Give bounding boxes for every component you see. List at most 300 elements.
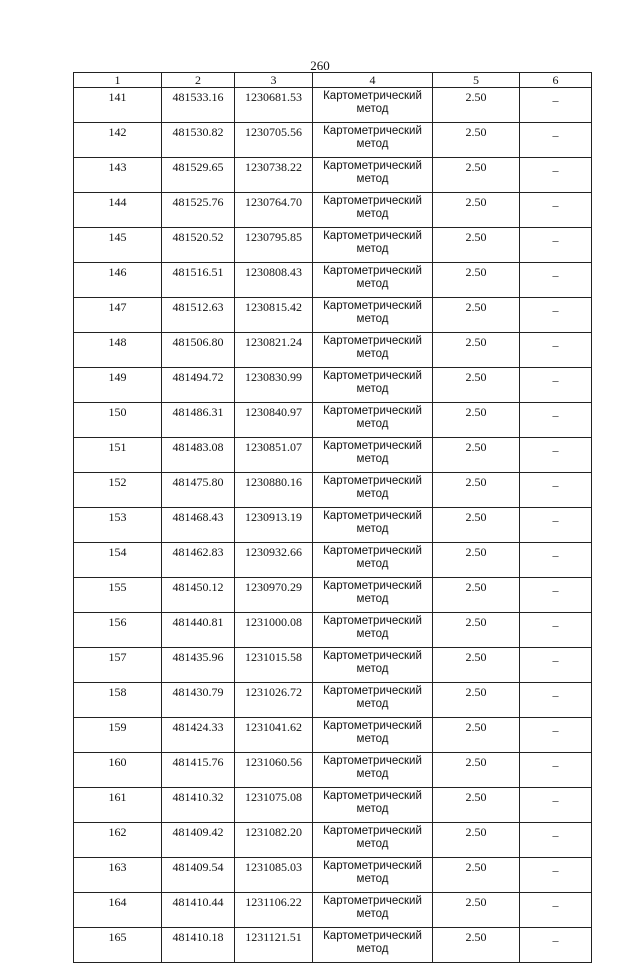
note-text: –	[552, 863, 559, 877]
point-number-text: 144	[108, 195, 127, 209]
method-text: метод	[356, 103, 389, 115]
method-text: Картометрический	[323, 230, 422, 242]
point-number-text: 165	[108, 930, 127, 944]
note-text: –	[552, 793, 559, 807]
x-coordinate-cell	[162, 683, 235, 718]
accuracy-text: 2.50	[465, 930, 487, 944]
method-text: метод	[356, 628, 389, 640]
method-text: метод	[356, 733, 389, 745]
method-text: метод	[356, 593, 389, 605]
accuracy-cell	[433, 823, 520, 858]
y-coordinate-cell	[235, 928, 313, 963]
note-cell	[520, 333, 592, 368]
method-text: Картометрический	[323, 160, 422, 172]
note-text: –	[552, 443, 559, 457]
accuracy-cell	[433, 648, 520, 683]
method-text: Картометрический	[323, 790, 422, 802]
accuracy-cell	[433, 263, 520, 298]
accuracy-text: 2.50	[465, 300, 487, 314]
point-number-text: 158	[108, 685, 127, 699]
method-cell	[313, 613, 433, 648]
note-text: –	[552, 128, 559, 142]
note-cell	[520, 928, 592, 963]
point-number-cell	[74, 753, 162, 788]
method-cell	[313, 158, 433, 193]
note-text: –	[552, 373, 559, 387]
y-coordinate-cell	[235, 403, 313, 438]
method-text: метод	[356, 278, 389, 290]
x-coordinate-cell	[162, 158, 235, 193]
method-cell	[313, 508, 433, 543]
y-coordinate-text: 1230764.70	[245, 195, 302, 209]
point-number-text: 145	[108, 230, 127, 244]
accuracy-cell	[433, 718, 520, 753]
accuracy-text: 2.50	[465, 790, 487, 804]
accuracy-cell	[433, 158, 520, 193]
method-text: метод	[356, 348, 389, 360]
accuracy-text: 2.50	[465, 650, 487, 664]
point-number-text: 150	[108, 405, 127, 419]
method-text: метод	[356, 173, 389, 185]
y-coordinate-text: 1231121.51	[245, 930, 302, 944]
method-text: Картометрический	[323, 440, 422, 452]
method-text: метод	[356, 838, 389, 850]
method-text: метод	[356, 943, 389, 955]
method-text: Картометрический	[323, 370, 422, 382]
point-number-text: 159	[108, 720, 127, 734]
method-text: Картометрический	[323, 580, 422, 592]
point-number-text: 146	[108, 265, 127, 279]
accuracy-cell	[433, 333, 520, 368]
note-cell	[520, 508, 592, 543]
x-coordinate-cell	[162, 543, 235, 578]
point-number-cell	[74, 228, 162, 263]
point-number-cell	[74, 788, 162, 823]
x-coordinate-text: 481409.54	[172, 860, 224, 874]
y-coordinate-cell	[235, 823, 313, 858]
column-header: 4	[313, 73, 433, 88]
table-row	[74, 298, 592, 333]
x-coordinate-cell	[162, 823, 235, 858]
note-cell	[520, 753, 592, 788]
method-cell	[313, 368, 433, 403]
note-cell	[520, 823, 592, 858]
point-number-text: 154	[108, 545, 127, 559]
column-header: 5	[433, 73, 520, 88]
method-text: Картометрический	[323, 930, 422, 942]
table-row	[74, 543, 592, 578]
y-coordinate-cell	[235, 683, 313, 718]
accuracy-cell	[433, 753, 520, 788]
note-text: –	[552, 408, 559, 422]
accuracy-text: 2.50	[465, 720, 487, 734]
method-cell	[313, 753, 433, 788]
accuracy-cell	[433, 438, 520, 473]
x-coordinate-text: 481516.51	[172, 265, 224, 279]
point-number-cell	[74, 543, 162, 578]
method-cell	[313, 543, 433, 578]
method-text: Картометрический	[323, 125, 422, 137]
method-cell	[313, 683, 433, 718]
table-row	[74, 753, 592, 788]
point-number-cell	[74, 718, 162, 753]
point-number-text: 149	[108, 370, 127, 384]
y-coordinate-text: 1230970.29	[245, 580, 302, 594]
method-text: метод	[356, 768, 389, 780]
x-coordinate-text: 481529.65	[172, 160, 224, 174]
y-coordinate-text: 1230808.43	[245, 265, 302, 279]
point-number-text: 148	[108, 335, 127, 349]
method-cell	[313, 578, 433, 613]
note-cell	[520, 438, 592, 473]
note-cell	[520, 123, 592, 158]
x-coordinate-text: 481415.76	[172, 755, 224, 769]
point-number-cell	[74, 123, 162, 158]
column-header: 1	[74, 73, 162, 88]
x-coordinate-text: 481512.63	[172, 300, 224, 314]
y-coordinate-text: 1231085.03	[245, 860, 302, 874]
y-coordinate-text: 1230851.07	[245, 440, 302, 454]
point-number-text: 153	[108, 510, 127, 524]
x-coordinate-cell	[162, 228, 235, 263]
note-text: –	[552, 723, 559, 737]
point-number-cell	[74, 193, 162, 228]
point-number-cell	[74, 298, 162, 333]
point-number-cell	[74, 158, 162, 193]
coordinates-table	[73, 72, 592, 963]
y-coordinate-cell	[235, 158, 313, 193]
accuracy-cell	[433, 613, 520, 648]
note-cell	[520, 88, 592, 123]
x-coordinate-text: 481520.52	[172, 230, 224, 244]
method-cell	[313, 438, 433, 473]
method-cell	[313, 788, 433, 823]
point-number-text: 160	[108, 755, 127, 769]
accuracy-cell	[433, 858, 520, 893]
note-cell	[520, 543, 592, 578]
method-cell	[313, 928, 433, 963]
method-cell	[313, 123, 433, 158]
x-coordinate-cell	[162, 858, 235, 893]
note-cell	[520, 158, 592, 193]
note-cell	[520, 718, 592, 753]
method-cell	[313, 228, 433, 263]
y-coordinate-cell	[235, 508, 313, 543]
note-text: –	[552, 933, 559, 947]
accuracy-text: 2.50	[465, 265, 487, 279]
point-number-text: 156	[108, 615, 127, 629]
y-coordinate-cell	[235, 788, 313, 823]
table-row	[74, 893, 592, 928]
y-coordinate-cell	[235, 648, 313, 683]
note-cell	[520, 648, 592, 683]
method-text: Картометрический	[323, 755, 422, 767]
method-cell	[313, 333, 433, 368]
point-number-cell	[74, 893, 162, 928]
point-number-text: 157	[108, 650, 127, 664]
y-coordinate-text: 1231015.58	[245, 650, 302, 664]
method-text: метод	[356, 698, 389, 710]
x-coordinate-cell	[162, 88, 235, 123]
note-cell	[520, 368, 592, 403]
table-row	[74, 648, 592, 683]
point-number-text: 141	[108, 90, 127, 104]
point-number-cell	[74, 683, 162, 718]
method-text: метод	[356, 803, 389, 815]
method-text: Картометрический	[323, 860, 422, 872]
method-cell	[313, 893, 433, 928]
note-cell	[520, 263, 592, 298]
method-text: метод	[356, 523, 389, 535]
method-text: Картометрический	[323, 825, 422, 837]
point-number-cell	[74, 88, 162, 123]
accuracy-text: 2.50	[465, 510, 487, 524]
y-coordinate-text: 1231082.20	[245, 825, 302, 839]
x-coordinate-cell	[162, 473, 235, 508]
y-coordinate-cell	[235, 298, 313, 333]
method-cell	[313, 718, 433, 753]
note-text: –	[552, 303, 559, 317]
y-coordinate-text: 1231060.56	[245, 755, 302, 769]
y-coordinate-cell	[235, 88, 313, 123]
note-cell	[520, 403, 592, 438]
method-text: Картометрический	[323, 720, 422, 732]
accuracy-text: 2.50	[465, 405, 487, 419]
y-coordinate-text: 1231075.08	[245, 790, 302, 804]
accuracy-cell	[433, 543, 520, 578]
point-number-text: 162	[108, 825, 127, 839]
point-number-cell	[74, 613, 162, 648]
y-coordinate-cell	[235, 193, 313, 228]
table-row	[74, 928, 592, 963]
x-coordinate-text: 481409.42	[172, 825, 224, 839]
point-number-cell	[74, 648, 162, 683]
y-coordinate-cell	[235, 473, 313, 508]
table-header-row	[74, 73, 592, 88]
note-cell	[520, 683, 592, 718]
accuracy-text: 2.50	[465, 615, 487, 629]
method-text: метод	[356, 663, 389, 675]
y-coordinate-cell	[235, 333, 313, 368]
note-text: –	[552, 758, 559, 772]
accuracy-text: 2.50	[465, 580, 487, 594]
accuracy-cell	[433, 473, 520, 508]
note-text: –	[552, 478, 559, 492]
x-coordinate-cell	[162, 193, 235, 228]
method-text: метод	[356, 313, 389, 325]
method-text: Картометрический	[323, 650, 422, 662]
table-row	[74, 683, 592, 718]
note-text: –	[552, 583, 559, 597]
x-coordinate-text: 481410.18	[172, 930, 224, 944]
table-row	[74, 473, 592, 508]
table-row	[74, 613, 592, 648]
note-text: –	[552, 618, 559, 632]
accuracy-cell	[433, 228, 520, 263]
method-text: Картометрический	[323, 90, 422, 102]
method-cell	[313, 403, 433, 438]
note-cell	[520, 578, 592, 613]
accuracy-text: 2.50	[465, 545, 487, 559]
point-number-text: 164	[108, 895, 127, 909]
y-coordinate-text: 1231000.08	[245, 615, 302, 629]
accuracy-text: 2.50	[465, 125, 487, 139]
accuracy-cell	[433, 403, 520, 438]
y-coordinate-text: 1230880.16	[245, 475, 302, 489]
accuracy-cell	[433, 298, 520, 333]
x-coordinate-text: 481530.82	[172, 125, 224, 139]
accuracy-text: 2.50	[465, 160, 487, 174]
y-coordinate-cell	[235, 718, 313, 753]
table-row	[74, 858, 592, 893]
y-coordinate-cell	[235, 753, 313, 788]
y-coordinate-cell	[235, 578, 313, 613]
accuracy-text: 2.50	[465, 440, 487, 454]
x-coordinate-text: 481533.16	[172, 90, 224, 104]
point-number-cell	[74, 438, 162, 473]
table-row	[74, 718, 592, 753]
x-coordinate-cell	[162, 718, 235, 753]
x-coordinate-text: 481430.79	[172, 685, 224, 699]
accuracy-text: 2.50	[465, 90, 487, 104]
x-coordinate-cell	[162, 298, 235, 333]
x-coordinate-cell	[162, 333, 235, 368]
accuracy-cell	[433, 788, 520, 823]
method-text: Картометрический	[323, 265, 422, 277]
x-coordinate-text: 481424.33	[172, 720, 224, 734]
y-coordinate-cell	[235, 613, 313, 648]
point-number-text: 147	[108, 300, 127, 314]
note-text: –	[552, 233, 559, 247]
accuracy-cell	[433, 88, 520, 123]
accuracy-text: 2.50	[465, 825, 487, 839]
accuracy-cell	[433, 508, 520, 543]
method-text: метод	[356, 873, 389, 885]
method-text: Картометрический	[323, 300, 422, 312]
accuracy-cell	[433, 893, 520, 928]
point-number-cell	[74, 368, 162, 403]
y-coordinate-cell	[235, 123, 313, 158]
table-row	[74, 88, 592, 123]
x-coordinate-text: 481410.32	[172, 790, 224, 804]
method-text: метод	[356, 418, 389, 430]
accuracy-text: 2.50	[465, 860, 487, 874]
table-row	[74, 158, 592, 193]
method-cell	[313, 263, 433, 298]
method-text: Картометрический	[323, 195, 422, 207]
table-row	[74, 508, 592, 543]
point-number-cell	[74, 473, 162, 508]
point-number-cell	[74, 508, 162, 543]
point-number-text: 155	[108, 580, 127, 594]
note-cell	[520, 193, 592, 228]
table-row	[74, 578, 592, 613]
point-number-cell	[74, 578, 162, 613]
point-number-cell	[74, 333, 162, 368]
y-coordinate-cell	[235, 438, 313, 473]
y-coordinate-cell	[235, 893, 313, 928]
table-row	[74, 123, 592, 158]
x-coordinate-cell	[162, 438, 235, 473]
y-coordinate-text: 1230681.53	[245, 90, 302, 104]
note-text: –	[552, 163, 559, 177]
y-coordinate-text: 1230705.56	[245, 125, 302, 139]
x-coordinate-cell	[162, 613, 235, 648]
note-text: –	[552, 653, 559, 667]
y-coordinate-text: 1230830.99	[245, 370, 302, 384]
accuracy-cell	[433, 683, 520, 718]
method-text: Картометрический	[323, 475, 422, 487]
y-coordinate-text: 1230932.66	[245, 545, 302, 559]
method-text: Картометрический	[323, 615, 422, 627]
method-text: Картометрический	[323, 335, 422, 347]
y-coordinate-text: 1230821.24	[245, 335, 302, 349]
point-number-cell	[74, 858, 162, 893]
table-row	[74, 403, 592, 438]
method-text: Картометрический	[323, 405, 422, 417]
x-coordinate-cell	[162, 928, 235, 963]
accuracy-cell	[433, 578, 520, 613]
point-number-cell	[74, 403, 162, 438]
y-coordinate-text: 1230795.85	[245, 230, 302, 244]
y-coordinate-text: 1231106.22	[245, 895, 302, 909]
method-text: Картометрический	[323, 895, 422, 907]
x-coordinate-cell	[162, 753, 235, 788]
note-text: –	[552, 338, 559, 352]
table-row	[74, 368, 592, 403]
x-coordinate-text: 481468.43	[172, 510, 224, 524]
method-cell	[313, 648, 433, 683]
accuracy-text: 2.50	[465, 230, 487, 244]
x-coordinate-cell	[162, 648, 235, 683]
x-coordinate-cell	[162, 403, 235, 438]
x-coordinate-cell	[162, 788, 235, 823]
accuracy-text: 2.50	[465, 475, 487, 489]
note-text: –	[552, 93, 559, 107]
point-number-cell	[74, 263, 162, 298]
accuracy-cell	[433, 193, 520, 228]
y-coordinate-text: 1230815.42	[245, 300, 302, 314]
table-row	[74, 228, 592, 263]
y-coordinate-text: 1231026.72	[245, 685, 302, 699]
accuracy-text: 2.50	[465, 195, 487, 209]
y-coordinate-cell	[235, 263, 313, 298]
x-coordinate-cell	[162, 123, 235, 158]
table-row	[74, 263, 592, 298]
note-text: –	[552, 898, 559, 912]
accuracy-text: 2.50	[465, 685, 487, 699]
y-coordinate-cell	[235, 543, 313, 578]
point-number-text: 142	[108, 125, 127, 139]
method-cell	[313, 298, 433, 333]
method-text: метод	[356, 558, 389, 570]
x-coordinate-text: 481462.83	[172, 545, 224, 559]
note-text: –	[552, 688, 559, 702]
x-coordinate-cell	[162, 368, 235, 403]
table-row	[74, 193, 592, 228]
note-cell	[520, 858, 592, 893]
point-number-cell	[74, 823, 162, 858]
point-number-cell	[74, 928, 162, 963]
x-coordinate-text: 481486.31	[172, 405, 224, 419]
accuracy-cell	[433, 123, 520, 158]
x-coordinate-text: 481483.08	[172, 440, 224, 454]
note-text: –	[552, 548, 559, 562]
x-coordinate-cell	[162, 263, 235, 298]
point-number-text: 163	[108, 860, 127, 874]
y-coordinate-cell	[235, 858, 313, 893]
y-coordinate-text: 1230738.22	[245, 160, 302, 174]
